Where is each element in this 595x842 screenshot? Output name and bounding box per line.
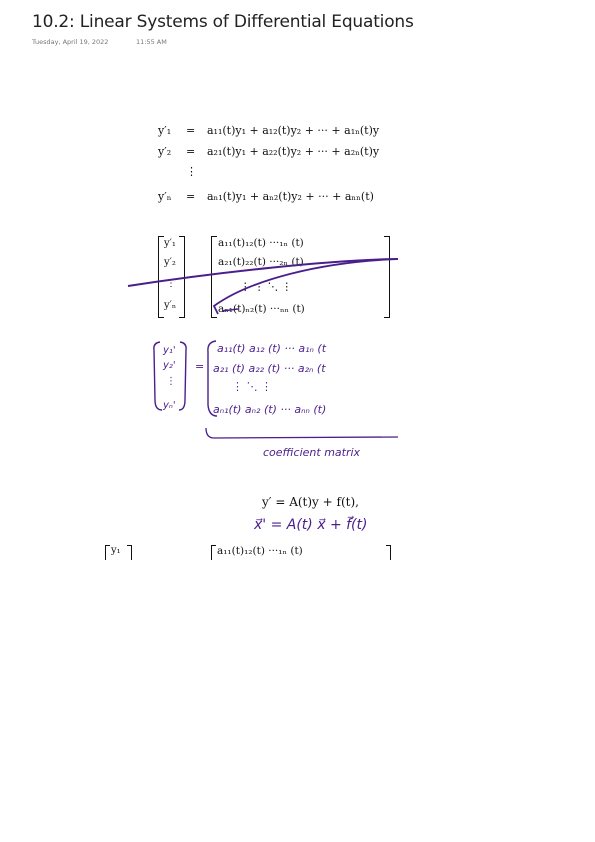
ink-vector-right-bracket bbox=[179, 342, 186, 410]
typed-matrix-row-3: ⋮ ⋮ ⋱ ⋮ bbox=[240, 281, 293, 293]
hw-matrix-row-3: ⋮ ⋱ ⋮ bbox=[232, 380, 272, 393]
hw-vector-3: ⋮ bbox=[166, 376, 176, 387]
ink-matrix-left-bracket bbox=[208, 341, 217, 416]
typed-matrix-row-n: aₙ₁(t)ₙ₂(t) ···ₙₙ (t) bbox=[218, 303, 305, 315]
hw-equals: = bbox=[195, 360, 205, 373]
system-eq-1: = bbox=[186, 124, 196, 137]
hw-vector-2: y₂' bbox=[163, 360, 176, 371]
ink-vector-left-bracket bbox=[154, 342, 162, 410]
page-time: 11:55 AM bbox=[136, 38, 167, 46]
system-rhs-2: a₂₁(t)y₁ + a₂₂(t)y₂ + ··· + a₂ₙ(t)y bbox=[207, 145, 380, 158]
system-vdots: ⋮ bbox=[186, 165, 197, 178]
system-lhs-1: y′₁ bbox=[158, 124, 172, 137]
coefficient-matrix-label: coefficient matrix bbox=[263, 446, 361, 459]
hw-vector-n: yₙ' bbox=[163, 400, 176, 411]
typed-vector-2: y′₂ bbox=[164, 257, 176, 268]
system-rhs-n: aₙ₁(t)y₁ + aₙ₂(t)y₂ + ··· + aₙₙ(t) bbox=[207, 190, 374, 203]
hw-matrix-row-1: a₁₁(t) a₁₂ (t) ··· a₁ₙ (t bbox=[217, 342, 327, 355]
hw-matrix-row-2: a₂₁ (t) a₂₂ (t) ··· a₂ₙ (t bbox=[213, 362, 326, 375]
typed-vector-1: y′₁ bbox=[164, 238, 176, 249]
typed-matrix-row-2: a₂₁(t)₂₂(t) ···₂ₙ (t) bbox=[218, 256, 304, 268]
ink-underbrace bbox=[206, 428, 398, 438]
page-title: 10.2: Linear Systems of Differential Equations bbox=[32, 12, 414, 32]
typed-equation: y′ = A(t)y + f(t), bbox=[262, 495, 359, 509]
hw-vector-1: y₁' bbox=[163, 345, 176, 356]
system-lhs-n: y′ₙ bbox=[158, 190, 172, 203]
system-eq-n: = bbox=[186, 190, 196, 203]
bottom-vector-top: y₁ bbox=[111, 545, 121, 556]
handwritten-equation: x⃗' = A(t) x⃗ + f⃗(t) bbox=[254, 517, 368, 533]
typed-matrix-row-1: a₁₁(t)₁₂(t) ···₁ₙ (t) bbox=[218, 237, 304, 249]
system-rhs-1: a₁₁(t)y₁ + a₁₂(t)y₂ + ··· + a₁ₙ(t)y bbox=[207, 124, 380, 137]
ink-sweep-stroke bbox=[214, 259, 398, 314]
hw-matrix-row-n: aₙ₁(t) aₙ₂ (t) ··· aₙₙ (t) bbox=[213, 403, 327, 416]
typed-vector-3: ⋮ bbox=[166, 278, 176, 289]
ink-strike-stroke bbox=[222, 309, 238, 311]
bottom-matrix-top: a₁₁(t)₁₂(t) ···₁ₙ (t) bbox=[217, 545, 303, 557]
page-date: Tuesday, April 19, 2022 bbox=[32, 38, 109, 46]
typed-vector-n: y′ₙ bbox=[164, 300, 177, 311]
system-eq-2: = bbox=[186, 145, 196, 158]
system-lhs-2: y′₂ bbox=[158, 145, 172, 158]
